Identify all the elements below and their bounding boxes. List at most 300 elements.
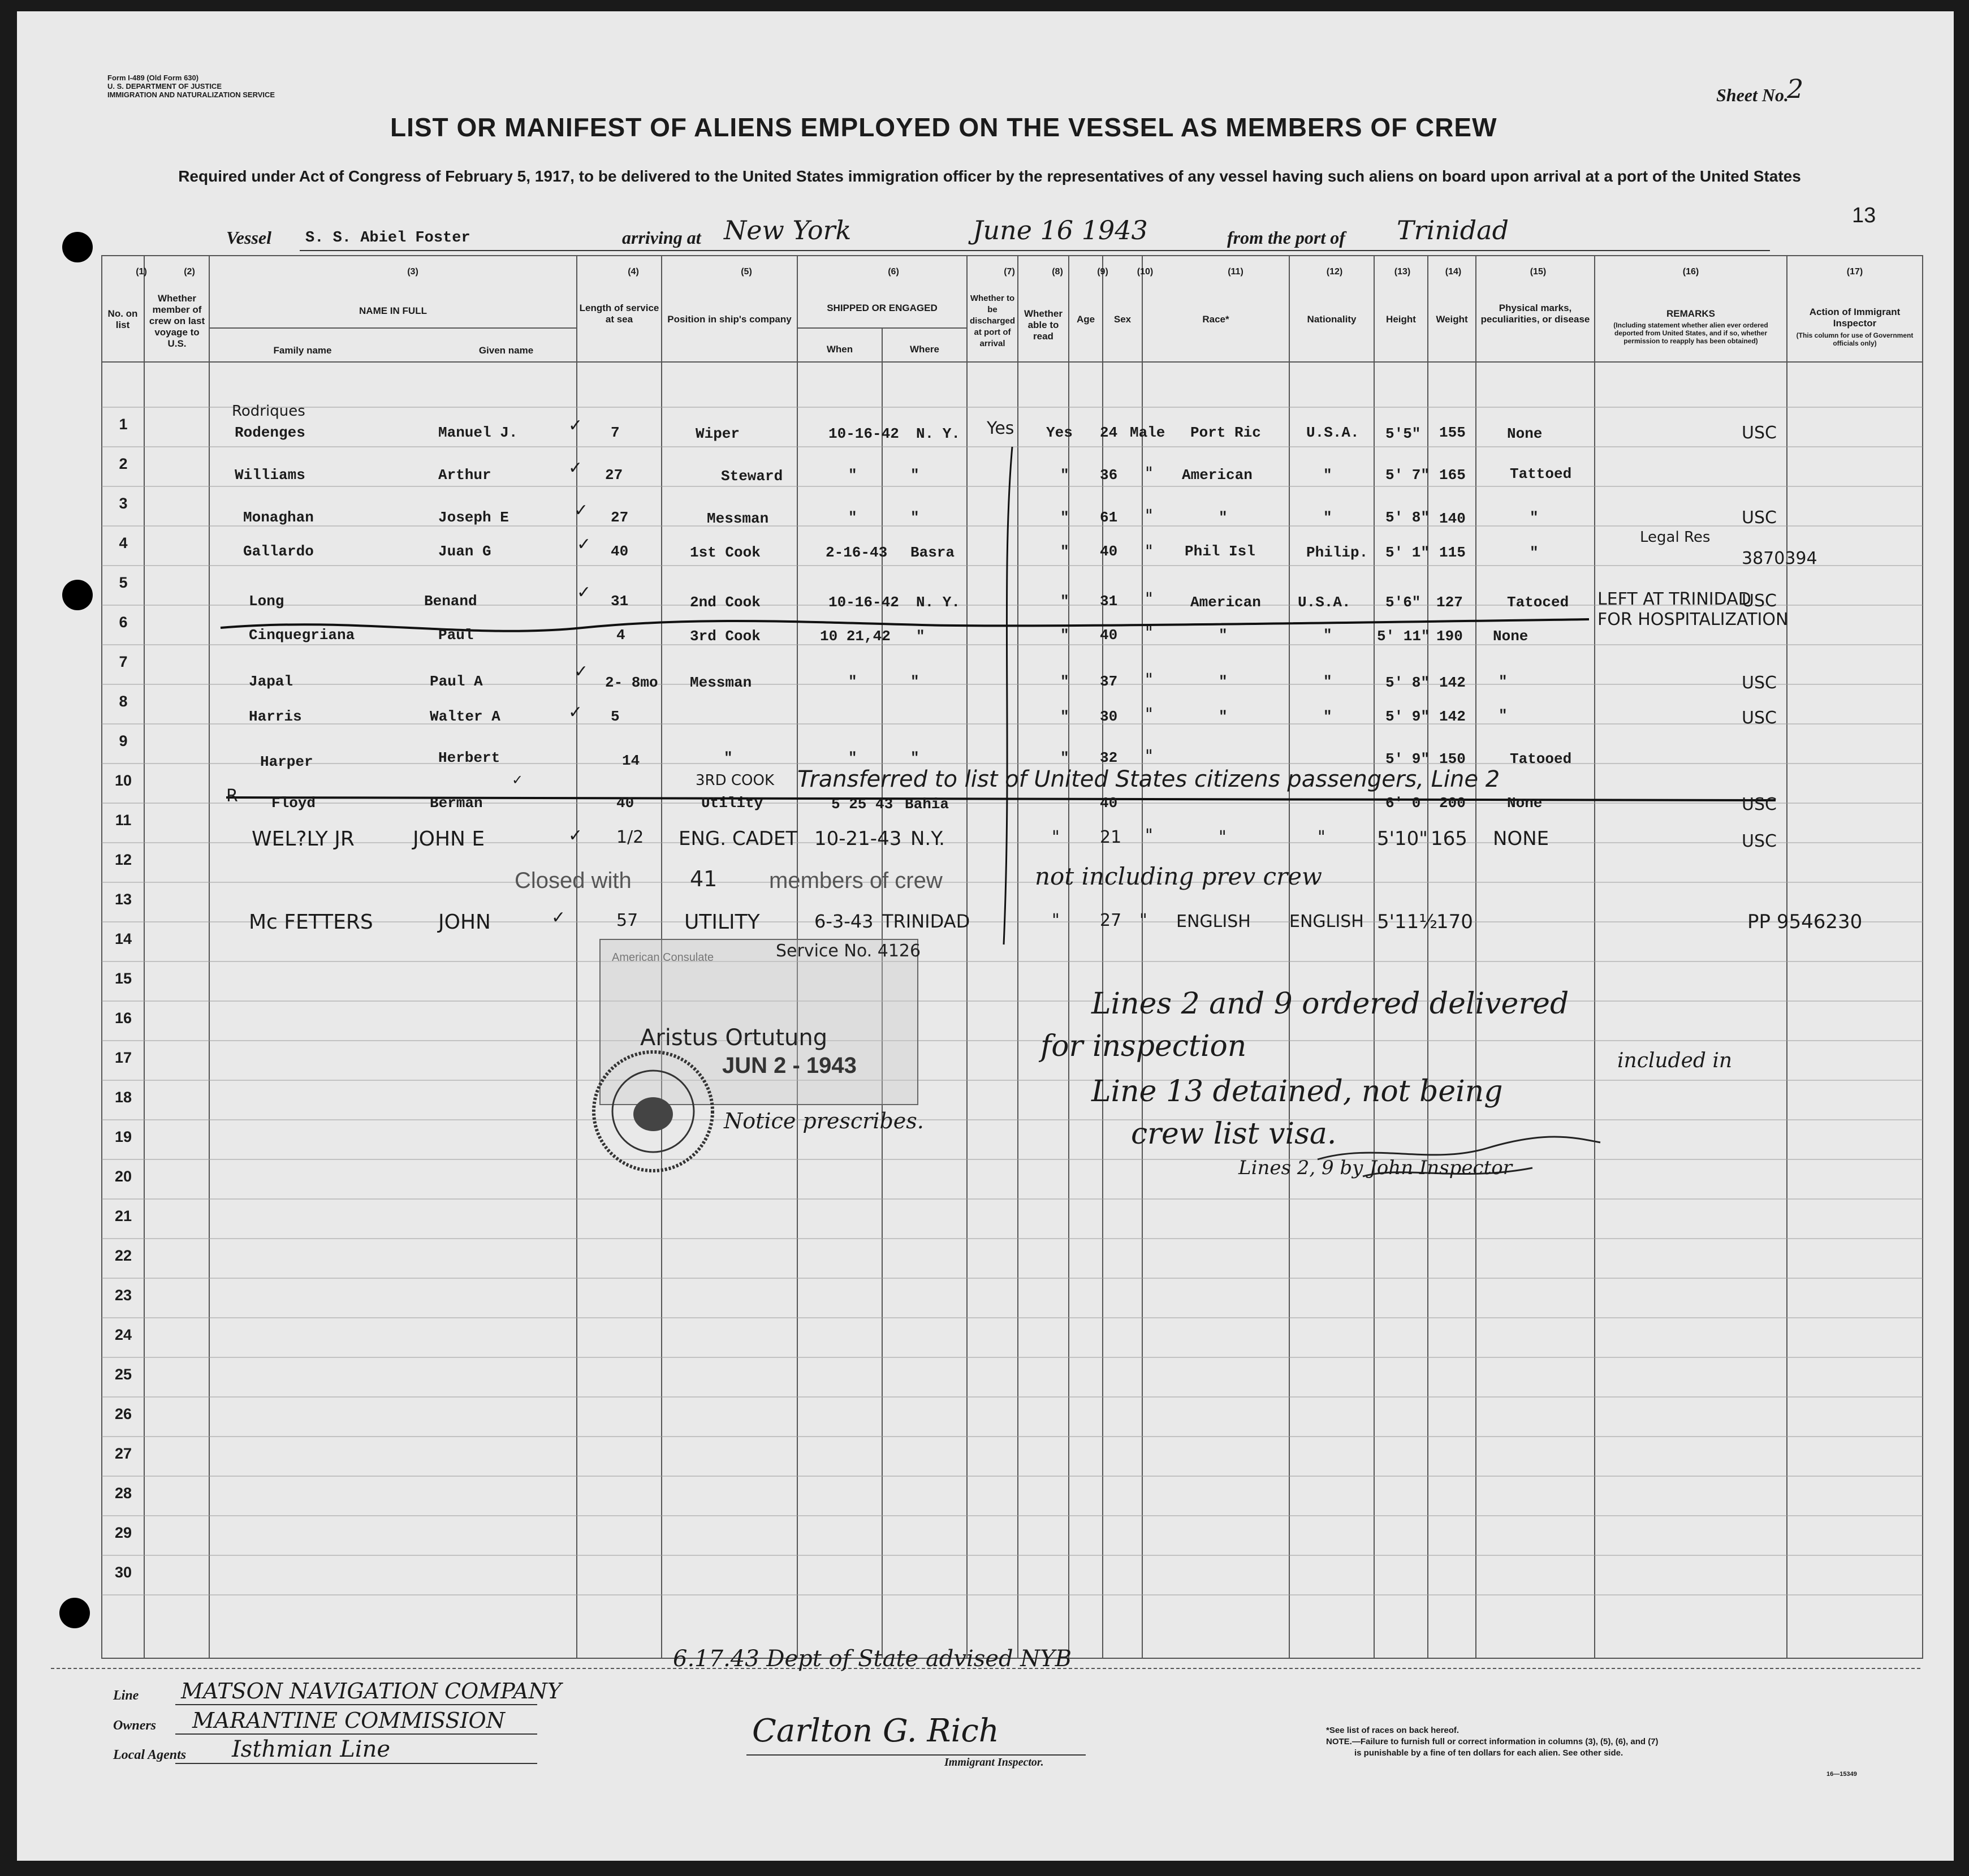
shipped-where: " (910, 749, 919, 766)
check-mark: ✓ (551, 908, 566, 928)
height: 5'5" (1385, 425, 1421, 442)
row-number: 20 (114, 1168, 132, 1185)
row-number: 23 (114, 1287, 132, 1304)
nationality: " (1318, 827, 1325, 847)
weight: 170 (1436, 911, 1473, 933)
able-to-read: " (1060, 749, 1069, 766)
shipped-where: Basra (910, 544, 955, 561)
consulate-seal (585, 1043, 721, 1179)
header-family-name: Family name (273, 345, 332, 356)
col-num: (7) (1004, 267, 1015, 277)
height: 5' 7" (1385, 467, 1430, 484)
able-to-read: " (1060, 708, 1069, 725)
given-name: Walter A (430, 708, 500, 725)
given-name: Joseph E (438, 509, 509, 526)
row-number: 22 (114, 1247, 132, 1264)
position: Wiper (696, 425, 740, 442)
given-name: Manuel J. (438, 424, 518, 441)
sex: " (1139, 911, 1147, 930)
height: 5' 11" (1377, 628, 1430, 645)
shipped-when: " (848, 509, 857, 526)
race: " (1219, 827, 1227, 847)
position: 2nd Cook (690, 594, 761, 611)
sheet-number-value: 2 (1787, 74, 1804, 104)
row-number: 13 (114, 891, 132, 908)
height: 5'11½ (1377, 911, 1438, 933)
check-mark: ✓ (568, 416, 583, 435)
given-name: Arthur (438, 467, 491, 484)
col-num: (15) (1530, 267, 1547, 277)
weight: 140 (1439, 510, 1466, 527)
nationality: U.S.A. (1306, 424, 1359, 441)
header-length-of-service: Length of service at sea (579, 303, 659, 325)
given-name: JOHN (438, 911, 491, 934)
weight: 200 (1439, 795, 1466, 812)
check-mark: ✓ (574, 662, 589, 682)
closed-with-label: Closed with (515, 868, 632, 893)
sex: " (1145, 464, 1153, 484)
family-name: Rodenges (235, 424, 305, 441)
inspector-action: PP 9546230 (1747, 911, 1863, 933)
sex: " (1145, 623, 1153, 643)
weight: 127 (1436, 594, 1463, 611)
physical-marks: " (1530, 544, 1539, 561)
print-code: 16—15349 (1826, 1771, 1857, 1778)
length-of-service: 4 (616, 627, 625, 644)
row-number: 27 (114, 1445, 132, 1462)
col-num: (13) (1394, 267, 1411, 277)
age: 40 (1100, 627, 1118, 644)
length-of-service: 14 (622, 752, 640, 769)
nationality: U.S.A. (1298, 594, 1351, 611)
owners-label: Owners (113, 1718, 157, 1733)
nationality: ENGLISH (1289, 912, 1364, 931)
closed-with-suffix: members of crew (769, 868, 943, 893)
col-num: (4) (628, 267, 639, 277)
age: 61 (1100, 509, 1118, 526)
row-number: 30 (114, 1564, 132, 1581)
sex: " (1145, 506, 1153, 526)
inspector-note-line3: Line 13 detained, not being (1091, 1075, 1503, 1109)
able-to-read: " (1060, 627, 1069, 644)
able-to-read: " (1052, 911, 1060, 930)
sex: " (1145, 705, 1153, 724)
age: 40 (1100, 795, 1118, 812)
physical-marks: NONE (1493, 827, 1549, 850)
row-number: 25 (114, 1366, 132, 1383)
nationality: " (1323, 673, 1332, 690)
row-mark: R (226, 786, 238, 806)
row-number: 12 (114, 851, 132, 868)
given-name: JOHN E (413, 827, 485, 851)
length-of-service: 5 (611, 708, 620, 725)
race: ENGLISH (1176, 912, 1251, 931)
position: Messman (707, 510, 769, 527)
col-num: (8) (1052, 267, 1063, 277)
header-sex: Sex (1113, 314, 1132, 325)
consular-stamp: American Consulate Service No. 4126 JUN 2 - 1943 Aristus Ortutung (599, 939, 918, 1105)
row-number: 11 (115, 812, 132, 829)
length-of-service: 27 (605, 467, 623, 484)
row-number: 21 (114, 1207, 132, 1224)
position: UTILITY (684, 911, 760, 934)
length-of-service: 40 (616, 795, 634, 812)
family-name: WEL?LY JR (252, 827, 355, 851)
inspector-action: USC (1742, 831, 1777, 851)
row-number: 2 (119, 455, 128, 472)
given-name: Berman (430, 795, 483, 812)
punch-hole (62, 580, 93, 610)
form-grid (17, 11, 1954, 1861)
race-note: *See list of races on back hereof. (1326, 1726, 1460, 1735)
height: 5' 8" (1385, 509, 1430, 526)
shipped-where: " (910, 509, 919, 526)
row-number: 4 (119, 534, 128, 551)
given-name: Herbert (438, 749, 500, 766)
col-num: (1) (136, 267, 147, 277)
transfer-note: Transferred to list of United States citizens passengers, Line 2 (797, 766, 1500, 792)
shipped-when: 2-16-43 (826, 544, 888, 561)
form-identifier: Form I-489 (Old Form 630) U. S. DEPARTMENT OF JUSTICE IMMIGRATION AND NATURALIZATION SERVICE (107, 74, 275, 99)
race: American (1190, 594, 1261, 611)
header-when: When (826, 344, 853, 355)
row-number: 16 (114, 1010, 132, 1027)
inspector-action: USC (1742, 423, 1777, 443)
arrival-port: New York (724, 215, 852, 245)
inspector-note-line1: Lines 2 and 9 ordered delivered (1091, 987, 1569, 1021)
able-to-read: " (1060, 543, 1069, 560)
sex: " (1145, 747, 1153, 766)
row-number: 7 (119, 653, 128, 670)
race: American (1182, 467, 1253, 484)
remarks: LEFT AT TRINIDAD (1597, 589, 1751, 609)
family-name: Gallardo (243, 543, 314, 560)
able-to-read: " (1060, 673, 1069, 690)
height: 5'6" (1385, 594, 1421, 611)
col-num: (10) (1137, 267, 1154, 277)
age: 36 (1100, 467, 1118, 484)
shipped-when: 6-3-43 (814, 911, 874, 932)
footer-underlines (175, 1702, 537, 1765)
family-name: Williams (235, 467, 305, 484)
shipped-where: " (910, 673, 919, 690)
header-age: Age (1076, 314, 1095, 325)
family-name: Japal (249, 673, 293, 690)
header-weight: Weight (1436, 314, 1468, 325)
position: 3rd Cook (690, 628, 761, 645)
physical-marks: None (1507, 425, 1543, 442)
inspector-action: USC (1742, 508, 1777, 528)
sheet-number-label: Sheet No. (1716, 85, 1789, 105)
header-remarks-note: (Including statement whether alien ever ordered deported from United States, and if so, whether permission to reapply has been obtained) (1613, 321, 1768, 345)
given-name-correction: ✓ (512, 772, 524, 788)
row-number: 5 (119, 574, 128, 591)
row-number: 28 (114, 1485, 132, 1502)
weight: 150 (1439, 751, 1466, 767)
col-num: (9) (1097, 267, 1108, 277)
physical-marks: Tattoed (1510, 465, 1572, 482)
row-number: 10 (114, 772, 132, 789)
header-physical-marks: Physical marks, peculiarities, or disease (1480, 303, 1590, 325)
weight: 142 (1439, 674, 1466, 691)
position: Steward (721, 468, 783, 485)
height: 5' 9" (1385, 708, 1430, 725)
length-of-service: 40 (611, 543, 629, 560)
length-of-service: 7 (611, 424, 620, 441)
inspector-title: Immigrant Inspector. (944, 1756, 1044, 1769)
age: 27 (1100, 911, 1122, 930)
weight: 190 (1436, 628, 1463, 645)
inspector-note-line4: crew list visa. (1131, 1117, 1337, 1151)
inspector-signature: Carlton G. Rich (752, 1713, 999, 1749)
shipped-when: 5 25 43 (831, 796, 893, 813)
family-name: Long (249, 593, 284, 610)
age: 40 (1100, 543, 1118, 560)
position: Messman (690, 674, 752, 691)
row-number: 19 (114, 1128, 132, 1145)
given-name: Paul A (430, 673, 483, 690)
discharged: Yes (987, 419, 1014, 438)
local-agents-label: Local Agents (113, 1748, 187, 1762)
shipped-when: 10-21-43 (814, 827, 902, 850)
check-mark: ✓ (568, 826, 583, 846)
inspector-note-initials: Lines 2, 9 by John Inspector (1238, 1157, 1512, 1179)
header-race: Race* (1202, 314, 1229, 325)
physical-marks: " (1530, 509, 1539, 526)
length-of-service: 2- 8mo (605, 674, 658, 691)
family-name: Harris (249, 708, 302, 725)
header-member-last-voyage: Whether member of crew on last voyage to U.S. (149, 293, 205, 349)
weight: 165 (1431, 827, 1467, 850)
form-subtitle: Required under Act of Congress of February 5, 1917, to be delivered to the United States immigration officer by the representatives of any vessel having such aliens on board upon arrival at a port of the United States (178, 167, 1801, 185)
punch-hole (59, 1598, 90, 1628)
local-agents-value: Isthmian Line (232, 1736, 390, 1762)
physical-marks: Tatooed (1510, 751, 1572, 767)
length-of-service: 57 (616, 911, 638, 930)
row-number: 3 (119, 495, 128, 512)
nationality: " (1323, 467, 1332, 484)
height: 5' 9" (1385, 751, 1430, 767)
sex: Male (1130, 424, 1165, 441)
closed-with-count: 41 (690, 866, 718, 891)
height: 5' 8" (1385, 674, 1430, 691)
nationality: Philip. (1306, 544, 1368, 561)
header-height: Height (1386, 314, 1416, 325)
race: Phil Isl (1185, 543, 1255, 560)
inspector-action: USC (1742, 673, 1777, 693)
col-num: (11) (1228, 267, 1243, 277)
row-number: 15 (114, 970, 132, 987)
state-dept-note: 6.17.43 Dept of State advised NYB (673, 1646, 1072, 1672)
vessel-underline (300, 249, 1770, 252)
position: " (724, 749, 733, 766)
nationality: " (1323, 627, 1332, 644)
row-number: 8 (119, 693, 128, 710)
shipped-when: 10-16-42 (828, 425, 899, 442)
nationality: " (1323, 708, 1332, 725)
arriving-label: arriving at (622, 227, 701, 248)
header-name-in-full: NAME IN FULL (359, 305, 427, 316)
header-no-on-list: No. on list (107, 308, 138, 330)
remarks: Legal Res (1640, 529, 1711, 546)
race: " (1219, 708, 1228, 725)
col-num: (14) (1445, 267, 1462, 277)
length-of-service: 31 (611, 593, 629, 610)
family-name: Floyd (271, 795, 316, 812)
family-name: Monaghan (243, 509, 314, 526)
shipped-when: 10-16-42 (828, 594, 899, 611)
age: 21 (1100, 827, 1122, 847)
given-name: Juan G (438, 543, 491, 560)
race: " (1219, 673, 1228, 690)
vessel-name: S. S. Abiel Foster (305, 230, 470, 247)
age: 37 (1100, 673, 1118, 690)
inspector-note-line2: for inspection (1040, 1029, 1247, 1063)
check-mark: ✓ (577, 583, 591, 602)
header-remarks: REMARKS (1666, 308, 1715, 319)
closed-with-note: not including prev crew (1035, 862, 1322, 890)
header-nationality: Nationality (1307, 314, 1357, 325)
row-number: 26 (114, 1405, 132, 1422)
able-to-read: " (1060, 593, 1069, 610)
able-to-read: " (1052, 827, 1060, 847)
row-number: 14 (114, 930, 132, 947)
row-number: 6 (119, 614, 128, 631)
height: 5' 1" (1385, 544, 1430, 561)
sex: " (1145, 670, 1153, 690)
race: " (1219, 509, 1228, 526)
age: 32 (1100, 749, 1118, 766)
arrival-date: June 16 1943 (973, 215, 1148, 245)
name-correction: Rodriques (232, 403, 305, 420)
physical-marks: " (1499, 707, 1508, 724)
row-number: 1 (119, 416, 128, 433)
row-number: 24 (114, 1326, 132, 1343)
shipped-where: TRINIDAD (882, 911, 970, 932)
shipped-when: " (848, 673, 857, 690)
able-to-read: " (1060, 509, 1069, 526)
family-name: Harper (260, 753, 313, 770)
col-num: (17) (1846, 267, 1863, 277)
weight: 165 (1439, 467, 1466, 484)
note-line1: NOTE.—Failure to furnish full or correct information in columns (3), (5), (6), and (7) (1326, 1737, 1659, 1746)
col-num: (12) (1326, 267, 1343, 277)
length-of-service: 27 (611, 509, 629, 526)
row-number: 29 (114, 1524, 132, 1541)
header-able-to-read: Whether able to read (1024, 308, 1063, 342)
shipped-where: Bahia (905, 796, 949, 813)
inspector-action: USC (1742, 795, 1777, 814)
col-num: (5) (741, 267, 752, 277)
able-to-read: " (1060, 467, 1069, 484)
inspector-note-insert: included in (1617, 1049, 1733, 1072)
inspector-action: USC (1742, 591, 1777, 611)
shipped-when: " (848, 749, 857, 766)
col-num: (16) (1682, 267, 1699, 277)
shipped-where: " (916, 628, 925, 645)
shipped-where: N. Y. (916, 425, 961, 442)
position: Utility (701, 795, 763, 812)
from-port-label: from the port of (1227, 227, 1345, 248)
sex: " (1145, 589, 1153, 609)
physical-marks: None (1507, 795, 1543, 812)
shipped-where: " (910, 467, 919, 484)
sex: " (1145, 542, 1153, 562)
page-number: 13 (1852, 204, 1876, 227)
header-where: Where (910, 344, 939, 355)
age: 31 (1100, 593, 1118, 610)
departure-port: Trinidad (1397, 215, 1509, 245)
position: ENG. CADET (679, 827, 798, 850)
weight: 155 (1439, 424, 1466, 441)
remarks: FOR HOSPITALIZATION (1597, 610, 1789, 629)
line-label: Line (113, 1688, 139, 1703)
header-discharged: Whether to be discharged at port of arrival (969, 294, 1016, 348)
row-number: 9 (119, 732, 128, 749)
sex: " (1145, 826, 1153, 846)
row-number: 18 (114, 1089, 132, 1106)
col-num: (3) (407, 267, 418, 277)
length-of-service: 1/2 (616, 827, 644, 847)
inspector-action: USC (1742, 708, 1777, 728)
notice-prescribed: Notice prescribes. (724, 1109, 924, 1133)
weight: 115 (1439, 544, 1466, 561)
owners-value: MARANTINE COMMISSION (192, 1708, 505, 1733)
form-title: LIST OR MANIFEST OF ALIENS EMPLOYED ON THE VESSEL AS MEMBERS OF CREW (390, 113, 1497, 142)
height: 5'10" (1377, 827, 1428, 850)
given-name: Benand (424, 593, 477, 610)
able-to-read: Yes (1046, 424, 1073, 441)
row-number: 17 (114, 1049, 132, 1066)
shipped-when: 10 21,42 (820, 628, 891, 645)
note-line2: is punishable by a fine of ten dollars for each alien. See other side. (1354, 1748, 1623, 1758)
race: " (1219, 627, 1228, 644)
physical-marks: None (1493, 628, 1528, 645)
physical-marks: Tatoced (1507, 594, 1569, 611)
age: 30 (1100, 708, 1118, 725)
family-name: Mc FETTERS (249, 911, 373, 934)
header-action-inspector: Action of Immigrant Inspector (1809, 307, 1901, 329)
header-position: Position in ship's company (667, 314, 792, 325)
age: 24 (1100, 424, 1118, 441)
shipped-where: N. Y. (916, 594, 961, 611)
shipped-when: " (848, 467, 857, 484)
check-mark: ✓ (574, 501, 589, 520)
race: Port Ric (1190, 424, 1261, 441)
col-num: (2) (184, 267, 195, 277)
check-mark: ✓ (577, 534, 591, 554)
height: 6' 0 (1385, 795, 1421, 812)
given-name: Paul (438, 627, 474, 644)
punch-hole (62, 232, 93, 262)
nationality: " (1323, 509, 1332, 526)
manifest-sheet (17, 11, 1954, 1861)
check-mark: ✓ (568, 702, 583, 722)
line-value: MATSON NAVIGATION COMPANY (181, 1679, 562, 1704)
shipped-where: N.Y. (910, 827, 945, 850)
col-num: (6) (888, 267, 899, 277)
position: 1st Cook (690, 544, 761, 561)
position-correction: 3RD COOK (696, 772, 775, 789)
header-shipped-engaged: SHIPPED OR ENGAGED (827, 303, 938, 313)
header-given-name: Given name (478, 345, 534, 356)
check-mark: ✓ (568, 458, 583, 478)
family-name: Cinquegriana (249, 627, 355, 644)
vessel-label: Vessel (226, 227, 271, 248)
header-action-note: (This column for use of Government officials only) (1796, 331, 1914, 347)
inspector-action: 3870394 (1742, 549, 1817, 568)
physical-marks: " (1499, 673, 1508, 690)
